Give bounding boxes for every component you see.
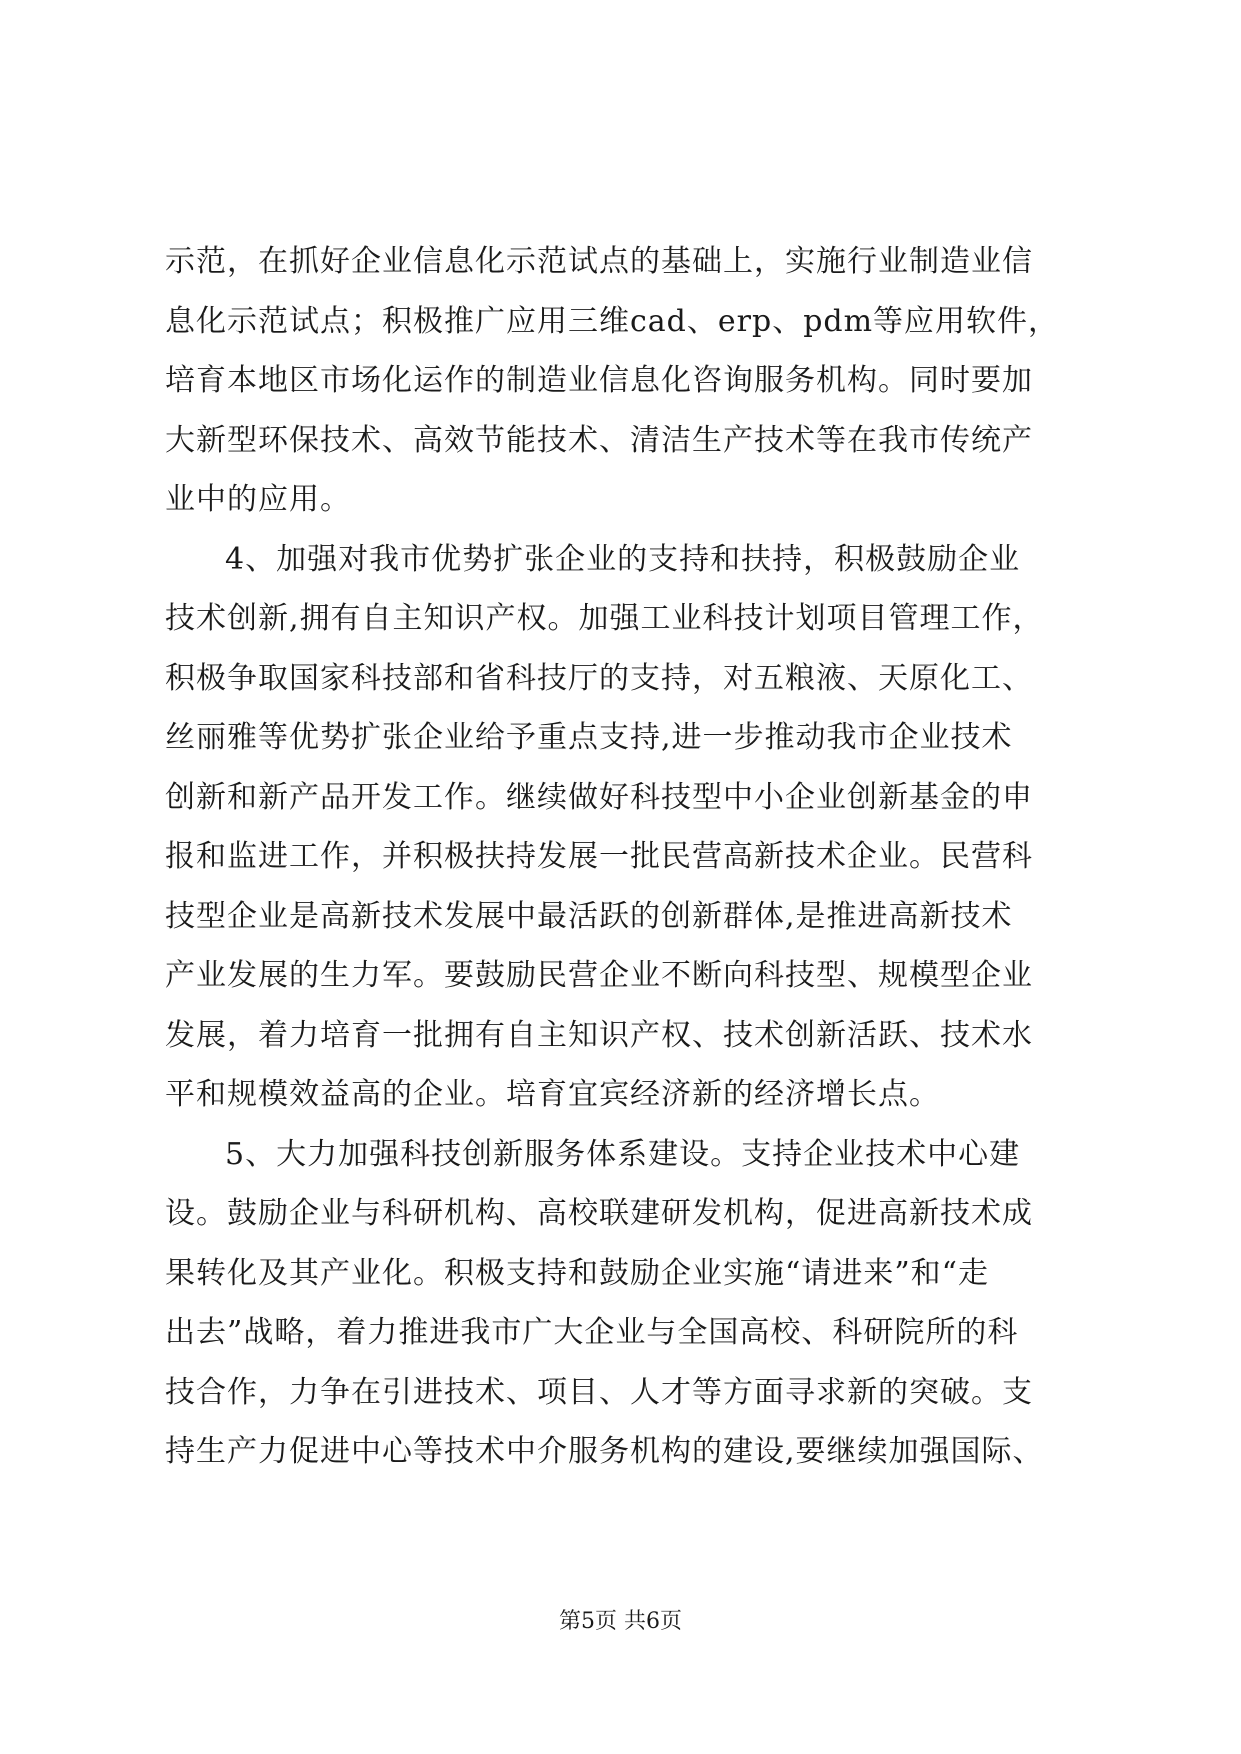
text-line: 大新型环保技术、高效节能技术、清洁生产技术等在我市传统产 xyxy=(165,422,1033,458)
page-footer xyxy=(0,1607,1241,1637)
paragraph-2 xyxy=(165,530,1085,1125)
text-line: 积极争取国家科技部和省科技厅的支持，对五粮液、天原化工、 xyxy=(165,660,1033,696)
text-line: 技术创新,拥有自主知识产权。加强工业科技计划项目管理工作， xyxy=(165,601,1044,636)
text-line: 丝丽雅等优势扩张企业给予重点支持,进一步推动我市企业技术 xyxy=(165,720,1013,755)
text-line: 报和监进工作，并积极扶持发展一批民营高新技术企业。民营科 xyxy=(165,839,1033,874)
text-line: 持生产力促进中心等技术中介服务机构的建设,要继续加强国际、 xyxy=(165,1434,1044,1469)
page-number-label: 第5页 共6页 xyxy=(559,1609,682,1634)
text-line: 创新和新产品开发工作。继续做好科技型中小企业创新基金的申 xyxy=(165,779,1033,815)
text-line: 技合作，力争在引进技术、项目、人才等方面寻求新的突破。支 xyxy=(165,1374,1033,1410)
text-line: 息化示范试点；积极推广应用三维cad、erp、pdm等应用软件， xyxy=(165,303,1060,339)
text-line: 示范，在抓好企业信息化示范试点的基础上，实施行业制造业信 xyxy=(165,244,1033,279)
paragraph-1 xyxy=(165,232,1085,530)
paragraph-3 xyxy=(165,1125,1085,1482)
text-line: 4、加强对我市优势扩张企业的支持和扶持，积极鼓励企业 xyxy=(225,541,1021,577)
text-line: 产业发展的生力军。要鼓励民营企业不断向科技型、规模型企业 xyxy=(165,958,1033,993)
text-line: 业中的应用。 xyxy=(165,482,351,517)
text-line: 培育本地区市场化运作的制造业信息化咨询服务机构。同时要加 xyxy=(165,363,1033,398)
text-line: 5、大力加强科技创新服务体系建设。支持企业技术中心建 xyxy=(225,1136,1021,1172)
text-line: 平和规模效益高的企业。培育宜宾经济新的经济增长点。 xyxy=(165,1077,940,1112)
text-line: 发展，着力培育一批拥有自主知识产权、技术创新活跃、技术水 xyxy=(165,1017,1033,1053)
text-line: 设。鼓励企业与科研机构、高校联建研发机构，促进高新技术成 xyxy=(165,1196,1033,1231)
text-line: 果转化及其产业化。积极支持和鼓励企业实施“请进来”和“走 xyxy=(165,1255,990,1291)
text-line: 出去”战略，着力推进我市广大企业与全国高校、科研院所的科 xyxy=(165,1315,1019,1350)
document-body xyxy=(165,232,1085,1482)
text-line: 技型企业是高新技术发展中最活跃的创新群体,是推进高新技术 xyxy=(165,898,1013,934)
